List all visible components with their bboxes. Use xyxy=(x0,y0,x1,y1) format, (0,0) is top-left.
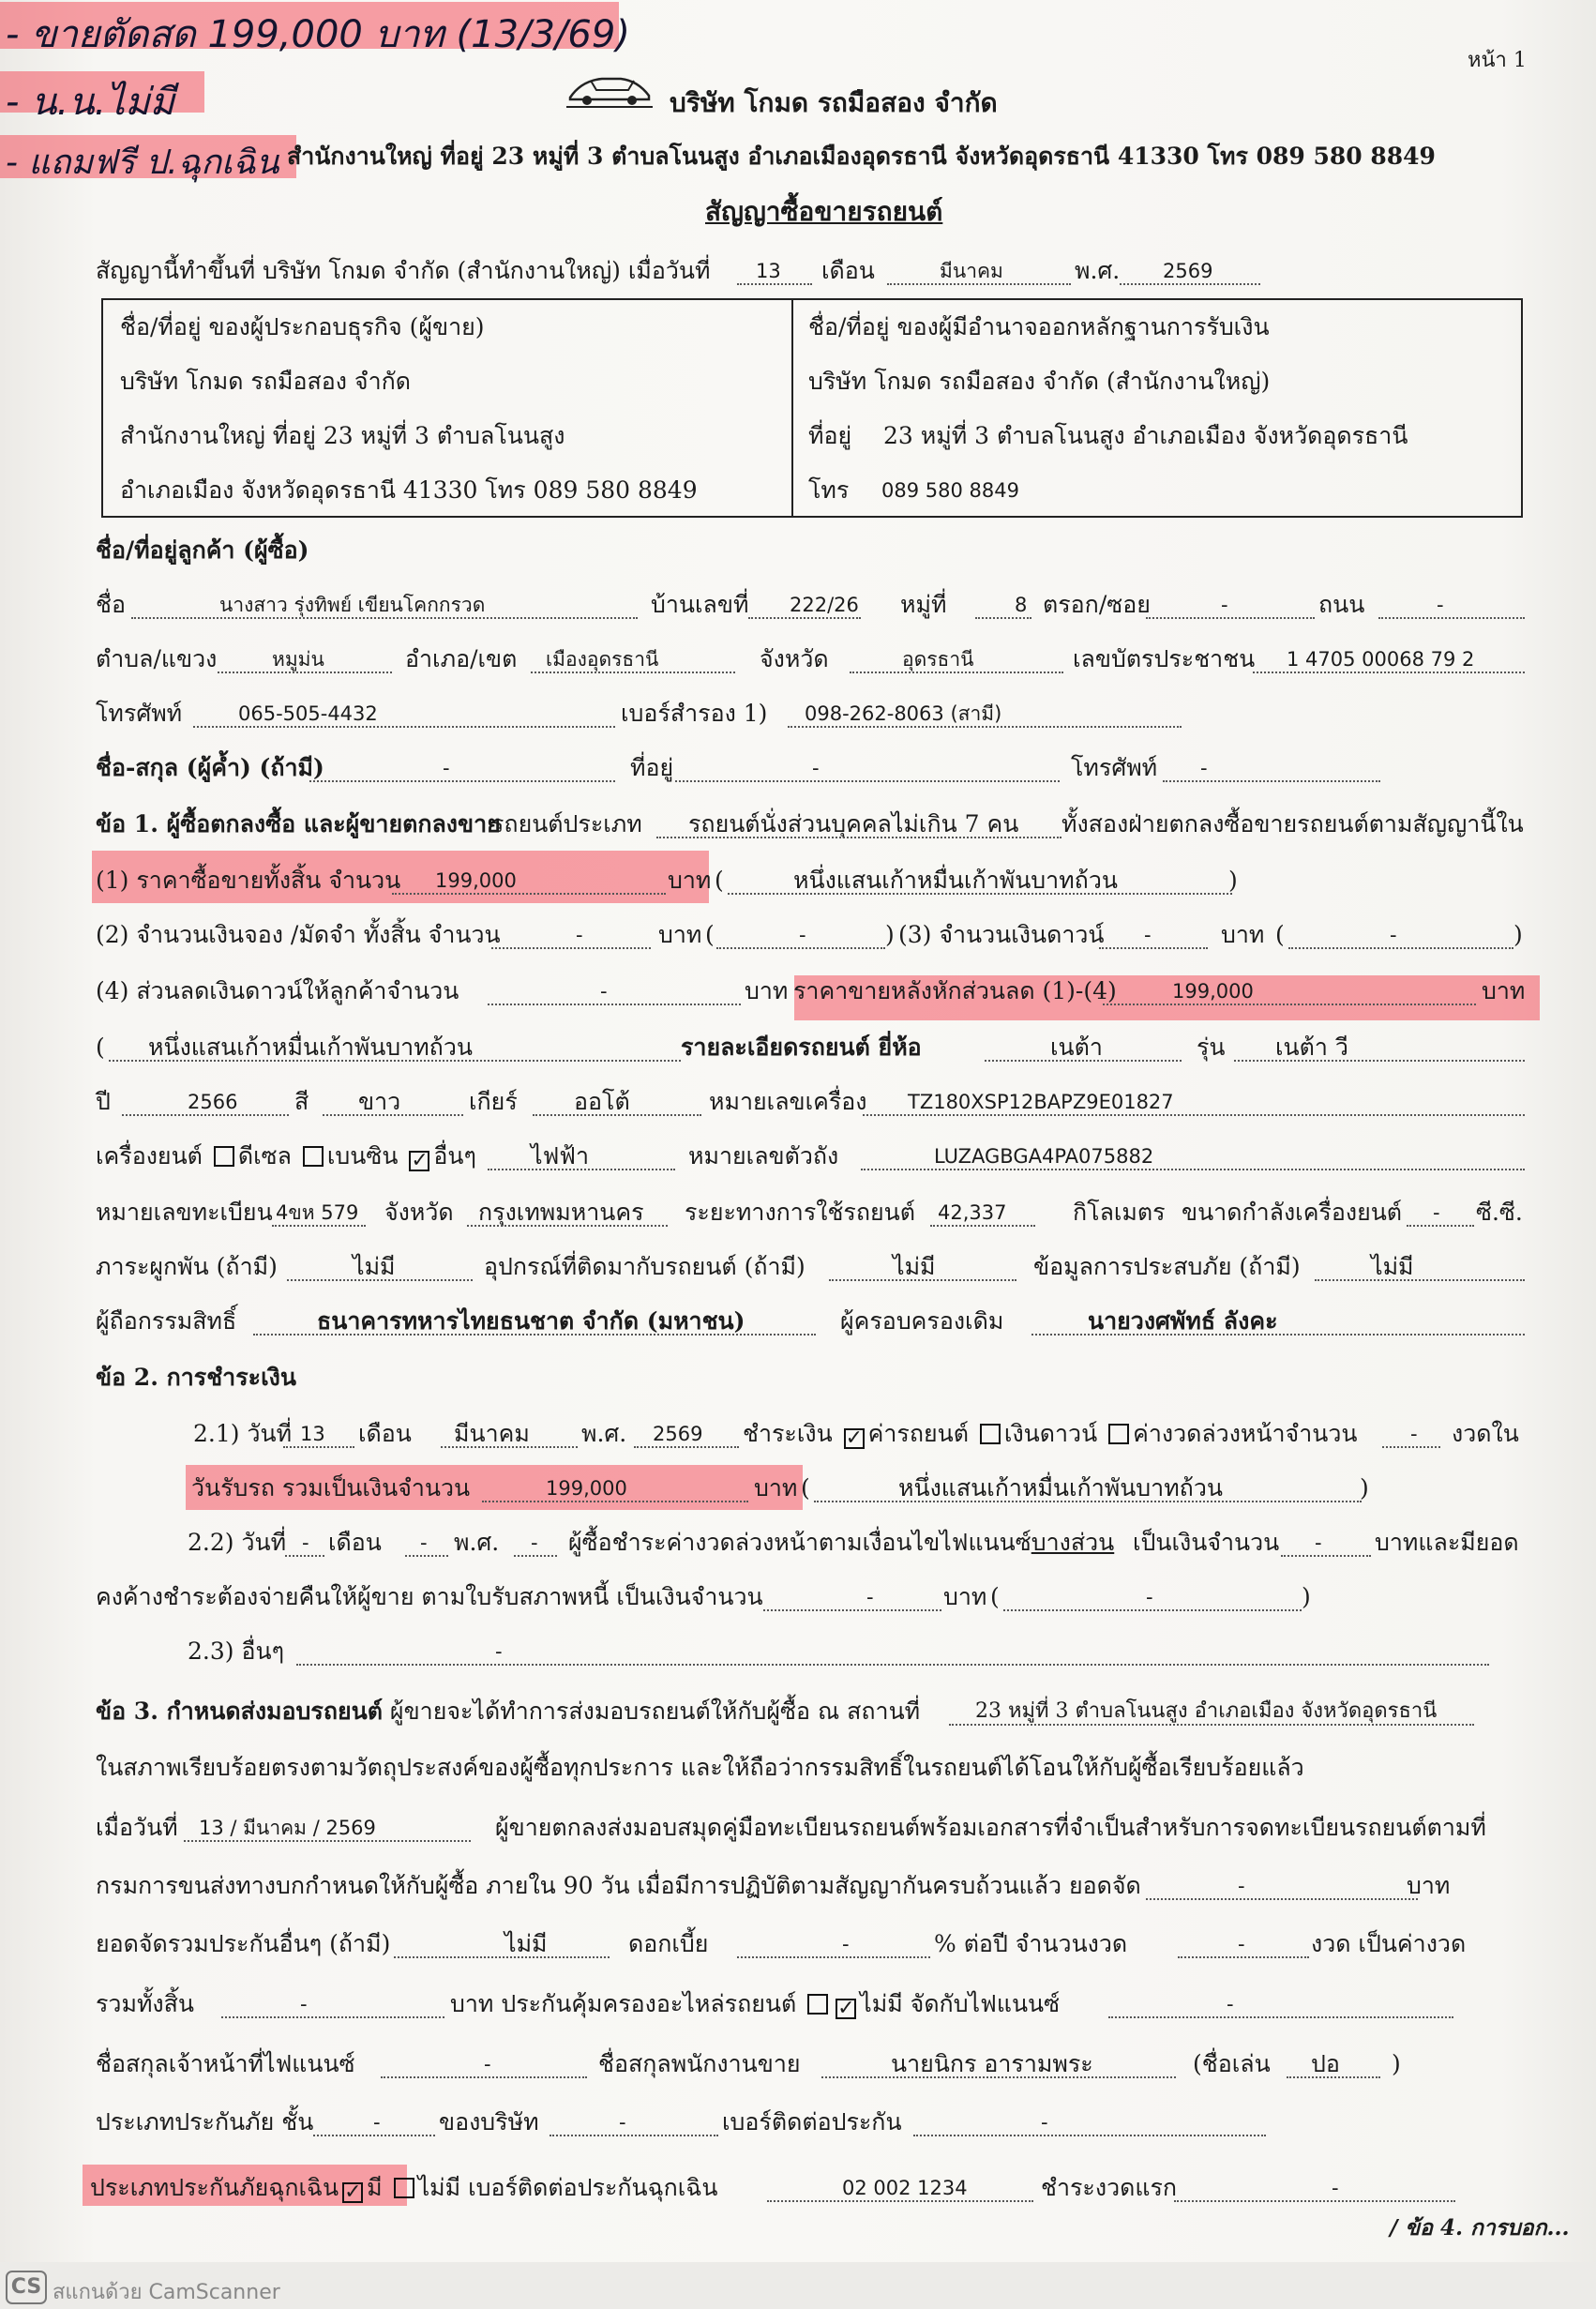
clause1-title: ข้อ 1. ผู้ซื้อตกลงซื้อ และผู้ขายตกลงขาย xyxy=(96,810,501,838)
pay2-owed-paren-open: ( xyxy=(990,1583,1000,1610)
dotline xyxy=(491,947,651,949)
dotline xyxy=(467,1225,668,1227)
clause3-date: 13 / มีนาคม / 2569 xyxy=(199,1817,376,1839)
seller-right-addr-label: ที่อยู่ xyxy=(808,422,852,449)
dotline xyxy=(1108,2016,1453,2018)
benzine-label: เบนซิน xyxy=(326,1142,399,1170)
deposit-paren-close: ) xyxy=(885,921,895,948)
price-value: 199,000 xyxy=(435,869,517,892)
next-page-note: / ข้อ 4. การบอก... xyxy=(1390,2215,1570,2241)
dotline xyxy=(850,672,1063,673)
intro-year-label: พ.ศ. xyxy=(1075,257,1121,284)
deposit-words: - xyxy=(799,924,806,946)
dotline xyxy=(272,1225,366,1227)
accident-value: ไม่มี xyxy=(1371,1253,1414,1280)
buyer-province-label: จังหวัด xyxy=(760,645,829,672)
car-brand: เนต้า xyxy=(1050,1034,1103,1061)
emergency-tel-label: เบอร์ติดต่อประกันฉุกเฉิน xyxy=(468,2174,718,2201)
delivery-paren-open: ( xyxy=(801,1474,810,1502)
diesel-label: ดีเซล xyxy=(237,1142,292,1170)
parts-line xyxy=(450,1992,1060,2019)
pay1-day: 13 xyxy=(300,1423,325,1445)
guarantor-tel: - xyxy=(1200,757,1208,779)
parts-no-label: ไม่มี xyxy=(860,1990,903,2017)
seller-left-title: ชื่อ/ที่อยู่ ของผู้ประกอบธุรกิจ (ผู้ขาย) xyxy=(120,313,485,340)
diesel-checkbox[interactable] xyxy=(214,1146,234,1167)
dotline xyxy=(1003,1609,1302,1611)
dotline xyxy=(1146,617,1315,619)
down-words: - xyxy=(1390,924,1397,946)
dotline xyxy=(748,617,861,619)
dotline xyxy=(394,1956,610,1958)
dotline xyxy=(767,2200,1033,2202)
price-paren-close: ) xyxy=(1228,867,1238,894)
guarantor-name: - xyxy=(443,757,450,779)
price-paren-open: ( xyxy=(715,867,724,894)
clause3-title: ข้อ 3. กำหนดส่งมอบรถยนต์ xyxy=(96,1698,383,1725)
finance-baht: บาท xyxy=(1407,1872,1451,1899)
plate-prov: กรุงเทพมหานคร xyxy=(478,1199,644,1226)
dotline xyxy=(1281,1555,1371,1557)
engine-no: TZ180XSP12BAPZ9E01827 xyxy=(908,1091,1174,1113)
dotline xyxy=(829,1279,1016,1281)
dotline xyxy=(1120,283,1260,285)
pay1-label: 2.1) วันที่ xyxy=(193,1420,293,1447)
clause3-text1: ผู้ขายจะได้ทำการส่งมอบรถยนต์ให้กับผู้ซื้อ ณ สถานที่ xyxy=(389,1698,921,1725)
ins-tel: - xyxy=(1041,2111,1048,2134)
ins-type-label: ประเภทประกันภัย ชั้น xyxy=(96,2108,314,2135)
down-payment-checkbox[interactable] xyxy=(980,1424,1001,1444)
car-color-label: สี xyxy=(294,1088,309,1115)
rate-unit: % ต่อปี จำนวนงวด xyxy=(934,1930,1128,1957)
dotline xyxy=(193,726,615,728)
ins-label: ยอดจัดรวมประกันอื่นๆ (ถ้ามี) xyxy=(96,1930,391,1957)
nick-close: ) xyxy=(1392,2050,1401,2077)
pay2-text xyxy=(568,1531,1114,1554)
intro-month-label: เดือน xyxy=(821,257,875,284)
dotline xyxy=(488,1169,675,1170)
price-words: หนึ่งแสนเก้าหมื่นเก้าพันบาทถ้วน xyxy=(793,867,1118,894)
car-gear-label: เกียร์ xyxy=(469,1088,518,1115)
pay2-day: - xyxy=(302,1532,309,1554)
distance-label: ระยะทางการใช้รถยนต์ xyxy=(685,1199,915,1226)
dotline xyxy=(381,2076,587,2078)
delivery-paren-close: ) xyxy=(1360,1474,1369,1502)
pay2-year-label: พ.ศ. xyxy=(454,1529,500,1556)
dotline xyxy=(218,672,392,673)
price-baht: บาท xyxy=(668,867,712,894)
pay2-label: 2.2) วันที่ xyxy=(188,1529,287,1556)
deposit-label: (2) จำนวนเงินจอง /มัดจำ ทั้งสิ้น จำนวน xyxy=(96,921,501,948)
chassis-label: หมายเลขตัวถัง xyxy=(688,1142,839,1170)
car-model-label: รุ่น xyxy=(1197,1034,1226,1061)
other-fuel-checkbox[interactable]: ✓ xyxy=(411,1149,429,1172)
lien-label: ภาระผูกพัน (ถ้ามี) xyxy=(96,1253,278,1280)
installments-tail: งวด เป็นค่างวด xyxy=(1311,1930,1467,1957)
guarantor-addr: - xyxy=(812,757,820,779)
pay1-year: 2569 xyxy=(653,1423,703,1445)
dotline xyxy=(1031,1334,1525,1336)
buyer-id-label: เลขบัตรประชาชน xyxy=(1073,645,1256,672)
dotline xyxy=(788,726,1182,728)
emergency-tel: 02 002 1234 xyxy=(842,2177,968,2199)
advance-tail: งวดใน xyxy=(1452,1420,1519,1447)
dotline xyxy=(1382,1446,1440,1448)
emergency-label: ประเภทประกันภัยฉุกเฉิน xyxy=(90,2174,339,2201)
prev-owner-label: ผู้ครอบครองเดิม xyxy=(840,1307,1004,1335)
buyer-moo: 8 xyxy=(1015,594,1028,616)
guarantor-addr-label: ที่อยู่ xyxy=(630,754,674,781)
owner-label: ผู้ถือกรรมสิทธิ์ xyxy=(96,1307,237,1335)
benzine-checkbox[interactable] xyxy=(303,1146,324,1167)
dotline xyxy=(533,1114,701,1116)
advance-label: ค่างวดล่วงหน้าจำนวน xyxy=(1133,1420,1358,1447)
buyer-tambon: หมูม่น xyxy=(272,648,324,671)
car-color: ขาว xyxy=(358,1088,401,1115)
dotline xyxy=(283,1446,354,1448)
delivery-label: วันรับรถ รวมเป็นเงินจำนวน xyxy=(191,1474,471,1502)
down-value: - xyxy=(1144,924,1152,946)
buyer-name-label: ชื่อ xyxy=(96,591,126,618)
delivery-words: หนึ่งแสนเก้าหมื่นเก้าพันบาทถ้วน xyxy=(898,1474,1223,1502)
first-installment-label: ชำระงวดแรก xyxy=(1041,2174,1178,2201)
clause3-date-label: เมื่อวันที่ xyxy=(96,1814,178,1841)
net-baht: บาท xyxy=(1482,977,1526,1004)
dotline xyxy=(482,1501,748,1502)
dotline xyxy=(1287,2076,1380,2078)
ins-tel-label: เบอร์ติดต่อประกัน xyxy=(722,2108,902,2135)
pay2-part: บางส่วน xyxy=(1031,1529,1115,1556)
accident-label: ข้อมูลการประสบภัย (ถ้ามี) xyxy=(1033,1253,1301,1280)
car-gear: ออโต้ xyxy=(574,1088,630,1115)
delivery-place: 23 หมู่ที่ 3 ตำบลโนนสูง อำเภอเมือง จังหวัดอุดรธานี xyxy=(975,1699,1438,1723)
buyer-soi-label: ตรอก/ซอย xyxy=(1043,591,1151,618)
down-baht: บาท xyxy=(1221,921,1265,948)
seller-right-line1: บริษัท โกมด รถมือสอง จำกัด (สำนักงานใหญ่) xyxy=(808,368,1271,395)
clause3-line4: กรมการขนส่งทางบกกำหนดให้กับผู้ซื้อ ภายใน 90 วัน เมื่อมีการปฏิบัติตามสัญญากันครบถ้วนแล้ว ยอดจัด xyxy=(96,1872,1141,1899)
dotline xyxy=(861,1169,1525,1170)
page-number: หน้า 1 xyxy=(1468,49,1527,72)
dotline xyxy=(221,2016,444,2018)
pay2-owed-words: - xyxy=(1146,1586,1153,1608)
buyer-house: 222/26 xyxy=(790,594,859,616)
company-address: สำนักงานใหญ่ ที่อยู่ 23 หมู่ที่ 3 ตำบลโนนสูง อำเภอเมืองอุดรธานี จังหวัดอุดรธานี 41330 โทร 089 580 8849 xyxy=(287,143,1436,170)
sales-label: ชื่อสกุลพนักงานขาย xyxy=(598,2050,801,2077)
guarantor-tel-label: โทรศัพท์ xyxy=(1071,754,1158,781)
km-label: กิโลเมตร xyxy=(1073,1199,1166,1226)
dotline xyxy=(821,2076,1176,2078)
emergency-line xyxy=(90,2176,717,2203)
first-installment-value: - xyxy=(1332,2177,1339,2199)
intro-text: สัญญานี้ทำขึ้นที่ บริษัท โกมด จำกัด (สำนักงานใหญ่) เมื่อวันที่ xyxy=(96,257,711,284)
buyer-id: 1 4705 00068 79 2 xyxy=(1287,648,1475,671)
intro-day: 13 xyxy=(756,260,781,282)
dotline xyxy=(728,893,1232,895)
dotline xyxy=(1253,672,1525,673)
officer-label: ชื่อสกุลเจ้าหน้าที่ไฟแนนซ์ xyxy=(96,2050,355,2077)
dotline xyxy=(1174,2200,1455,2202)
buyer-tel2: 098-262-8063 (สามี) xyxy=(805,702,1002,725)
delivery-baht: บาท xyxy=(754,1474,798,1502)
dotline xyxy=(1407,1225,1474,1227)
other-fuel-value: ไฟฟ้า xyxy=(531,1142,590,1170)
engine-no-label: หมายเลขเครื่อง xyxy=(709,1088,867,1115)
engine-type-label xyxy=(96,1144,476,1171)
cc-unit: ซี.ซี. xyxy=(1476,1199,1523,1226)
dotline xyxy=(1103,1004,1476,1005)
equip-value: ไม่มี xyxy=(893,1253,936,1280)
finance-with-value: - xyxy=(1227,1993,1234,2015)
dotline xyxy=(887,283,1071,285)
buyer-road-label: ถนน xyxy=(1318,591,1365,618)
dotline xyxy=(285,1555,324,1557)
buyer-road: - xyxy=(1437,594,1444,616)
company-name: บริษัท โกมด รถมือสอง จำกัด xyxy=(670,87,998,118)
other-fuel-label: อื่นๆ xyxy=(433,1142,476,1170)
pay2-amount-label: เป็นเงินจำนวน xyxy=(1133,1529,1280,1556)
pay2-month: - xyxy=(420,1532,428,1554)
dotline xyxy=(737,1956,930,1958)
officer-value: - xyxy=(484,2053,491,2075)
dotline xyxy=(716,947,885,949)
dotline xyxy=(863,1114,1525,1116)
handwritten-note-3: - แถมฟรี ป.ฉุกเฉิน xyxy=(6,143,279,182)
clause3-line2: ในสภาพเรียบร้อยตรงตามวัตถุประสงค์ของผู้ซื้อทุกประการ และให้ถือว่ากรรมสิทธิ์ในรถยนต์ได้โอนให้กับผู้ซื้อเรียบร้อยแล้ว xyxy=(96,1754,1304,1781)
pay2-owed-paren-close: ) xyxy=(1302,1583,1311,1610)
pay2-desc: ผู้ซื้อชำระค่างวดล่วงหน้าตามเงื่อนไขไฟแนนซ์ xyxy=(568,1529,1031,1556)
dotline xyxy=(392,893,666,895)
dotline xyxy=(634,1446,739,1448)
finance-amount: - xyxy=(1238,1875,1245,1897)
car-price-label: ค่ารถยนต์ xyxy=(867,1420,969,1447)
buyer-moo-label: หมู่ที่ xyxy=(900,591,947,618)
buyer-tel-label: โทรศัพท์ xyxy=(96,700,183,727)
pay1-options xyxy=(743,1422,1357,1449)
cc-label: ขนาดกำลังเครื่องยนต์ xyxy=(1182,1199,1403,1226)
handwritten-note-1: - ขายตัดสด 199,000 บาท (13/3/69) xyxy=(6,13,630,56)
dotline xyxy=(1234,1060,1525,1062)
guarantor-label: ชื่อ-สกุล (ผู้ค้ำ) (ถ้ามี) xyxy=(96,754,324,781)
dotline xyxy=(975,617,1031,619)
dotline xyxy=(1178,1956,1309,1958)
dotline xyxy=(323,1114,463,1116)
total-value: - xyxy=(300,1993,308,2015)
advance-count: - xyxy=(1410,1423,1418,1445)
dotline xyxy=(550,2135,718,2136)
dotline xyxy=(913,2135,1266,2136)
down-label: (3) จำนวนเงินดาวน์ xyxy=(898,921,1105,948)
seller-right-addr: 23 หมู่ที่ 3 ตำบลโนนสูง อำเภอเมือง จังหวัดอุดรธานี xyxy=(883,422,1408,449)
seller-left-line2: สำนักงานใหญ่ ที่อยู่ 23 หมู่ที่ 3 ตำบลโนนสูง xyxy=(120,422,565,449)
down-paren-open: ( xyxy=(1275,921,1285,948)
lien-value: ไม่มี xyxy=(353,1253,396,1280)
dotline xyxy=(930,1225,1035,1227)
pay1-year-label: พ.ศ. xyxy=(581,1420,627,1447)
seller-left-line1: บริษัท โกมด รถมือสอง จำกัด xyxy=(120,368,411,395)
cc-value: - xyxy=(1433,1201,1440,1224)
rate-label: ดอกเบี้ย xyxy=(628,1930,709,1957)
buyer-amphoe-label: อำเภอ/เขต xyxy=(405,645,518,672)
dotline xyxy=(131,617,638,619)
pay1-month-label: เดือน xyxy=(358,1420,412,1447)
dotline xyxy=(122,1114,289,1116)
emergency-no-checkbox[interactable] xyxy=(394,2178,414,2198)
rate-value: - xyxy=(842,1933,850,1955)
dotline xyxy=(675,780,1060,782)
dotline xyxy=(109,1060,681,1062)
owner-value: ธนาคารทหารไทยธนชาต จำกัด (มหาชน) xyxy=(317,1307,745,1335)
parts-label: บาท ประกันคุ้มครองอะไหล่รถยนต์ xyxy=(450,1990,797,2017)
net-words: หนึ่งแสนเก้าหมื่นเก้าพันบาทถ้วน xyxy=(148,1034,473,1061)
buyer-tel: 065-505-4432 xyxy=(238,702,378,725)
parts-no-checkbox[interactable]: ✓ xyxy=(837,1997,855,2020)
buyer-name: นางสาว รุ่งทิพย์ เขียนโคกกรวด xyxy=(219,594,486,616)
pay2-year: - xyxy=(531,1532,538,1554)
buyer-tambon-label: ตำบล/แขวง xyxy=(96,645,218,672)
dotline xyxy=(985,1060,1182,1062)
dotline xyxy=(309,780,615,782)
deposit-value: - xyxy=(576,924,583,946)
dotline xyxy=(287,1279,473,1281)
camscanner-logo-icon: CS xyxy=(6,2271,47,2304)
dotline xyxy=(405,1555,448,1557)
car-model: เนต้า วี xyxy=(1275,1034,1348,1061)
delivery-amount: 199,000 xyxy=(546,1477,627,1500)
seller-left-line3: อำเภอเมือง จังหวัดอุดรธานี 41330 โทร 089 580 8849 xyxy=(120,476,698,504)
buyer-house-label: บ้านเลขที่ xyxy=(651,591,749,618)
seller-right-tel-label: โทร xyxy=(808,476,850,504)
pay2-line2: คงค้างชำระต้องจ่ายคืนให้ผู้ขาย ตามใบรับสภาพหนี้ เป็นเงินจำนวน xyxy=(96,1583,763,1610)
clause3-line1 xyxy=(96,1699,920,1723)
buyer-soi: - xyxy=(1221,594,1228,616)
pay2-owed: - xyxy=(866,1586,874,1608)
dotline xyxy=(488,1004,741,1005)
pay-label: ชำระเงิน xyxy=(743,1420,833,1447)
discount-baht: บาท xyxy=(745,977,789,1004)
intro-year: 2569 xyxy=(1163,260,1213,282)
prev-owner-value: นายวงศพัทธ์ ลังคะ xyxy=(1088,1307,1278,1335)
dotline xyxy=(1378,617,1525,619)
plate-label: หมายเลขทะเบียน xyxy=(96,1199,273,1226)
distance-value: 42,337 xyxy=(938,1201,1007,1224)
plate-prov-label: จังหวัด xyxy=(384,1199,454,1226)
net-paren-open: ( xyxy=(96,1034,105,1061)
down-payment-label: เงินดาวน์ xyxy=(1003,1420,1098,1447)
equip-label: อุปกรณ์ที่ติดมากับรถยนต์ (ถ้ามี) xyxy=(484,1253,806,1280)
down-paren-close: ) xyxy=(1513,921,1523,948)
discount-label: (4) ส่วนลดเงินดาวน์ให้ลูกค้าจำนวน xyxy=(96,977,459,1004)
handwritten-note-2: - น.น.ไม่มี xyxy=(6,81,175,124)
advance-checkbox[interactable] xyxy=(1108,1424,1129,1444)
plate-value: 4ขห 579 xyxy=(276,1201,359,1224)
pay2-month-label: เดือน xyxy=(328,1529,382,1556)
dotline xyxy=(296,1664,1489,1666)
intro-month: มีนาคม xyxy=(940,260,1003,282)
pay1-month: มีนาคม xyxy=(454,1420,530,1447)
car-year: 2566 xyxy=(188,1091,238,1113)
emergency-yes-checkbox[interactable]: ✓ xyxy=(344,2181,362,2204)
buyer-province: อุดรธานี xyxy=(902,648,974,671)
car-year-label: ปี xyxy=(96,1088,111,1115)
seller-box-divider xyxy=(791,298,793,516)
installments-value: - xyxy=(1238,1933,1245,1955)
clause2-title: ข้อ 2. การชำระเงิน xyxy=(96,1364,296,1391)
pay3-value: - xyxy=(495,1640,503,1663)
dotline xyxy=(514,1555,557,1557)
chassis-no: LUZAGBGA4PA075882 xyxy=(934,1145,1154,1168)
scanner-label: สแกนด้วย CamScanner xyxy=(53,2281,280,2304)
dotline xyxy=(1288,947,1513,949)
clause1-type-label: รถยนต์ประเภท xyxy=(491,810,642,838)
pay2-owed-baht: บาท xyxy=(943,1583,987,1610)
dotline xyxy=(814,1501,1362,1502)
ins-co: - xyxy=(619,2111,626,2134)
dotline xyxy=(949,1724,1474,1726)
seller-right-title: ชื่อ/ที่อยู่ ของผู้มีอำนาจออกหลักฐานการรับเงิน xyxy=(808,313,1270,340)
finance-with-label: จัดกับไฟแนนซ์ xyxy=(910,1990,1061,2017)
dotline xyxy=(441,1446,578,1448)
seller-right-tel: 089 580 8849 xyxy=(881,479,1019,502)
dotline xyxy=(531,672,735,673)
deposit-baht: บาท xyxy=(658,921,702,948)
buyer-section-title: ชื่อ/ที่อยู่ลูกค้า (ผู้ซื้อ) xyxy=(96,536,309,564)
pay3-label: 2.3) อื่นๆ xyxy=(188,1637,284,1665)
nick-label: (ชื่อเล่น xyxy=(1193,2050,1271,2077)
engine-label: เครื่องยนต์ xyxy=(96,1142,203,1170)
emergency-no-label: ไม่มี xyxy=(417,2174,461,2201)
net-value: 199,000 xyxy=(1172,980,1254,1003)
dotline xyxy=(1146,1898,1418,1900)
ins-class: - xyxy=(373,2111,381,2134)
clause1-tail: ทั้งสองฝ่ายตกลงซื้อขายรถยนต์ตามสัญญานี้ใน xyxy=(1061,810,1524,838)
nick-value: ปอ xyxy=(1311,2050,1340,2077)
total-label: รวมทั้งสิ้น xyxy=(96,1990,194,2017)
price-label: (1) ราคาซื้อขายทั้งสิ้น จำนวน xyxy=(96,867,401,894)
dotline xyxy=(1099,947,1208,949)
dotline xyxy=(1163,780,1380,782)
dotline xyxy=(313,2135,435,2136)
discount-value: - xyxy=(600,980,608,1003)
sales-value: นายนิกร อารามพระ xyxy=(891,2050,1093,2077)
clause1-type: รถยนต์นั่งส่วนบุคคลไม่เกิน 7 คน xyxy=(688,810,1019,838)
document-title: สัญญาซื้อขายรถยนต์ xyxy=(705,196,943,227)
parts-yes-checkbox[interactable] xyxy=(807,1994,828,2015)
buyer-amphoe: เมืองอุดรธานี xyxy=(546,648,659,671)
deposit-paren-open: ( xyxy=(705,921,715,948)
net-label: ราคาขายหลังหักส่วนลด (1)-(4) xyxy=(793,977,1117,1004)
ins-co-label: ของบริษัท xyxy=(439,2108,539,2135)
company-logo-icon xyxy=(563,69,656,111)
ins-value: ไม่มี xyxy=(504,1930,548,1957)
pay2-amount: - xyxy=(1315,1532,1322,1554)
dotline xyxy=(656,837,1061,838)
clause3-line3: ผู้ขายตกลงส่งมอบสมุดคู่มือทะเบียนรถยนต์พร้อมเอกสารที่จำเป็นสำหรับการจดทะเบียนรถยนต์ตามที่ xyxy=(495,1814,1486,1841)
dotline xyxy=(184,1840,471,1842)
pay2-tail: บาทและมียอด xyxy=(1375,1529,1519,1556)
buyer-tel2-label: เบอร์สำรอง 1) xyxy=(621,700,768,727)
car-detail-label: รายละเอียดรถยนต์ ยี่ห้อ xyxy=(681,1034,922,1061)
dotline xyxy=(737,283,812,285)
dotline xyxy=(1315,1279,1525,1281)
emergency-yes-label: มี xyxy=(367,2174,383,2201)
dotline xyxy=(253,1334,816,1336)
dotline xyxy=(763,1609,941,1611)
car-price-checkbox[interactable]: ✓ xyxy=(845,1426,864,1450)
